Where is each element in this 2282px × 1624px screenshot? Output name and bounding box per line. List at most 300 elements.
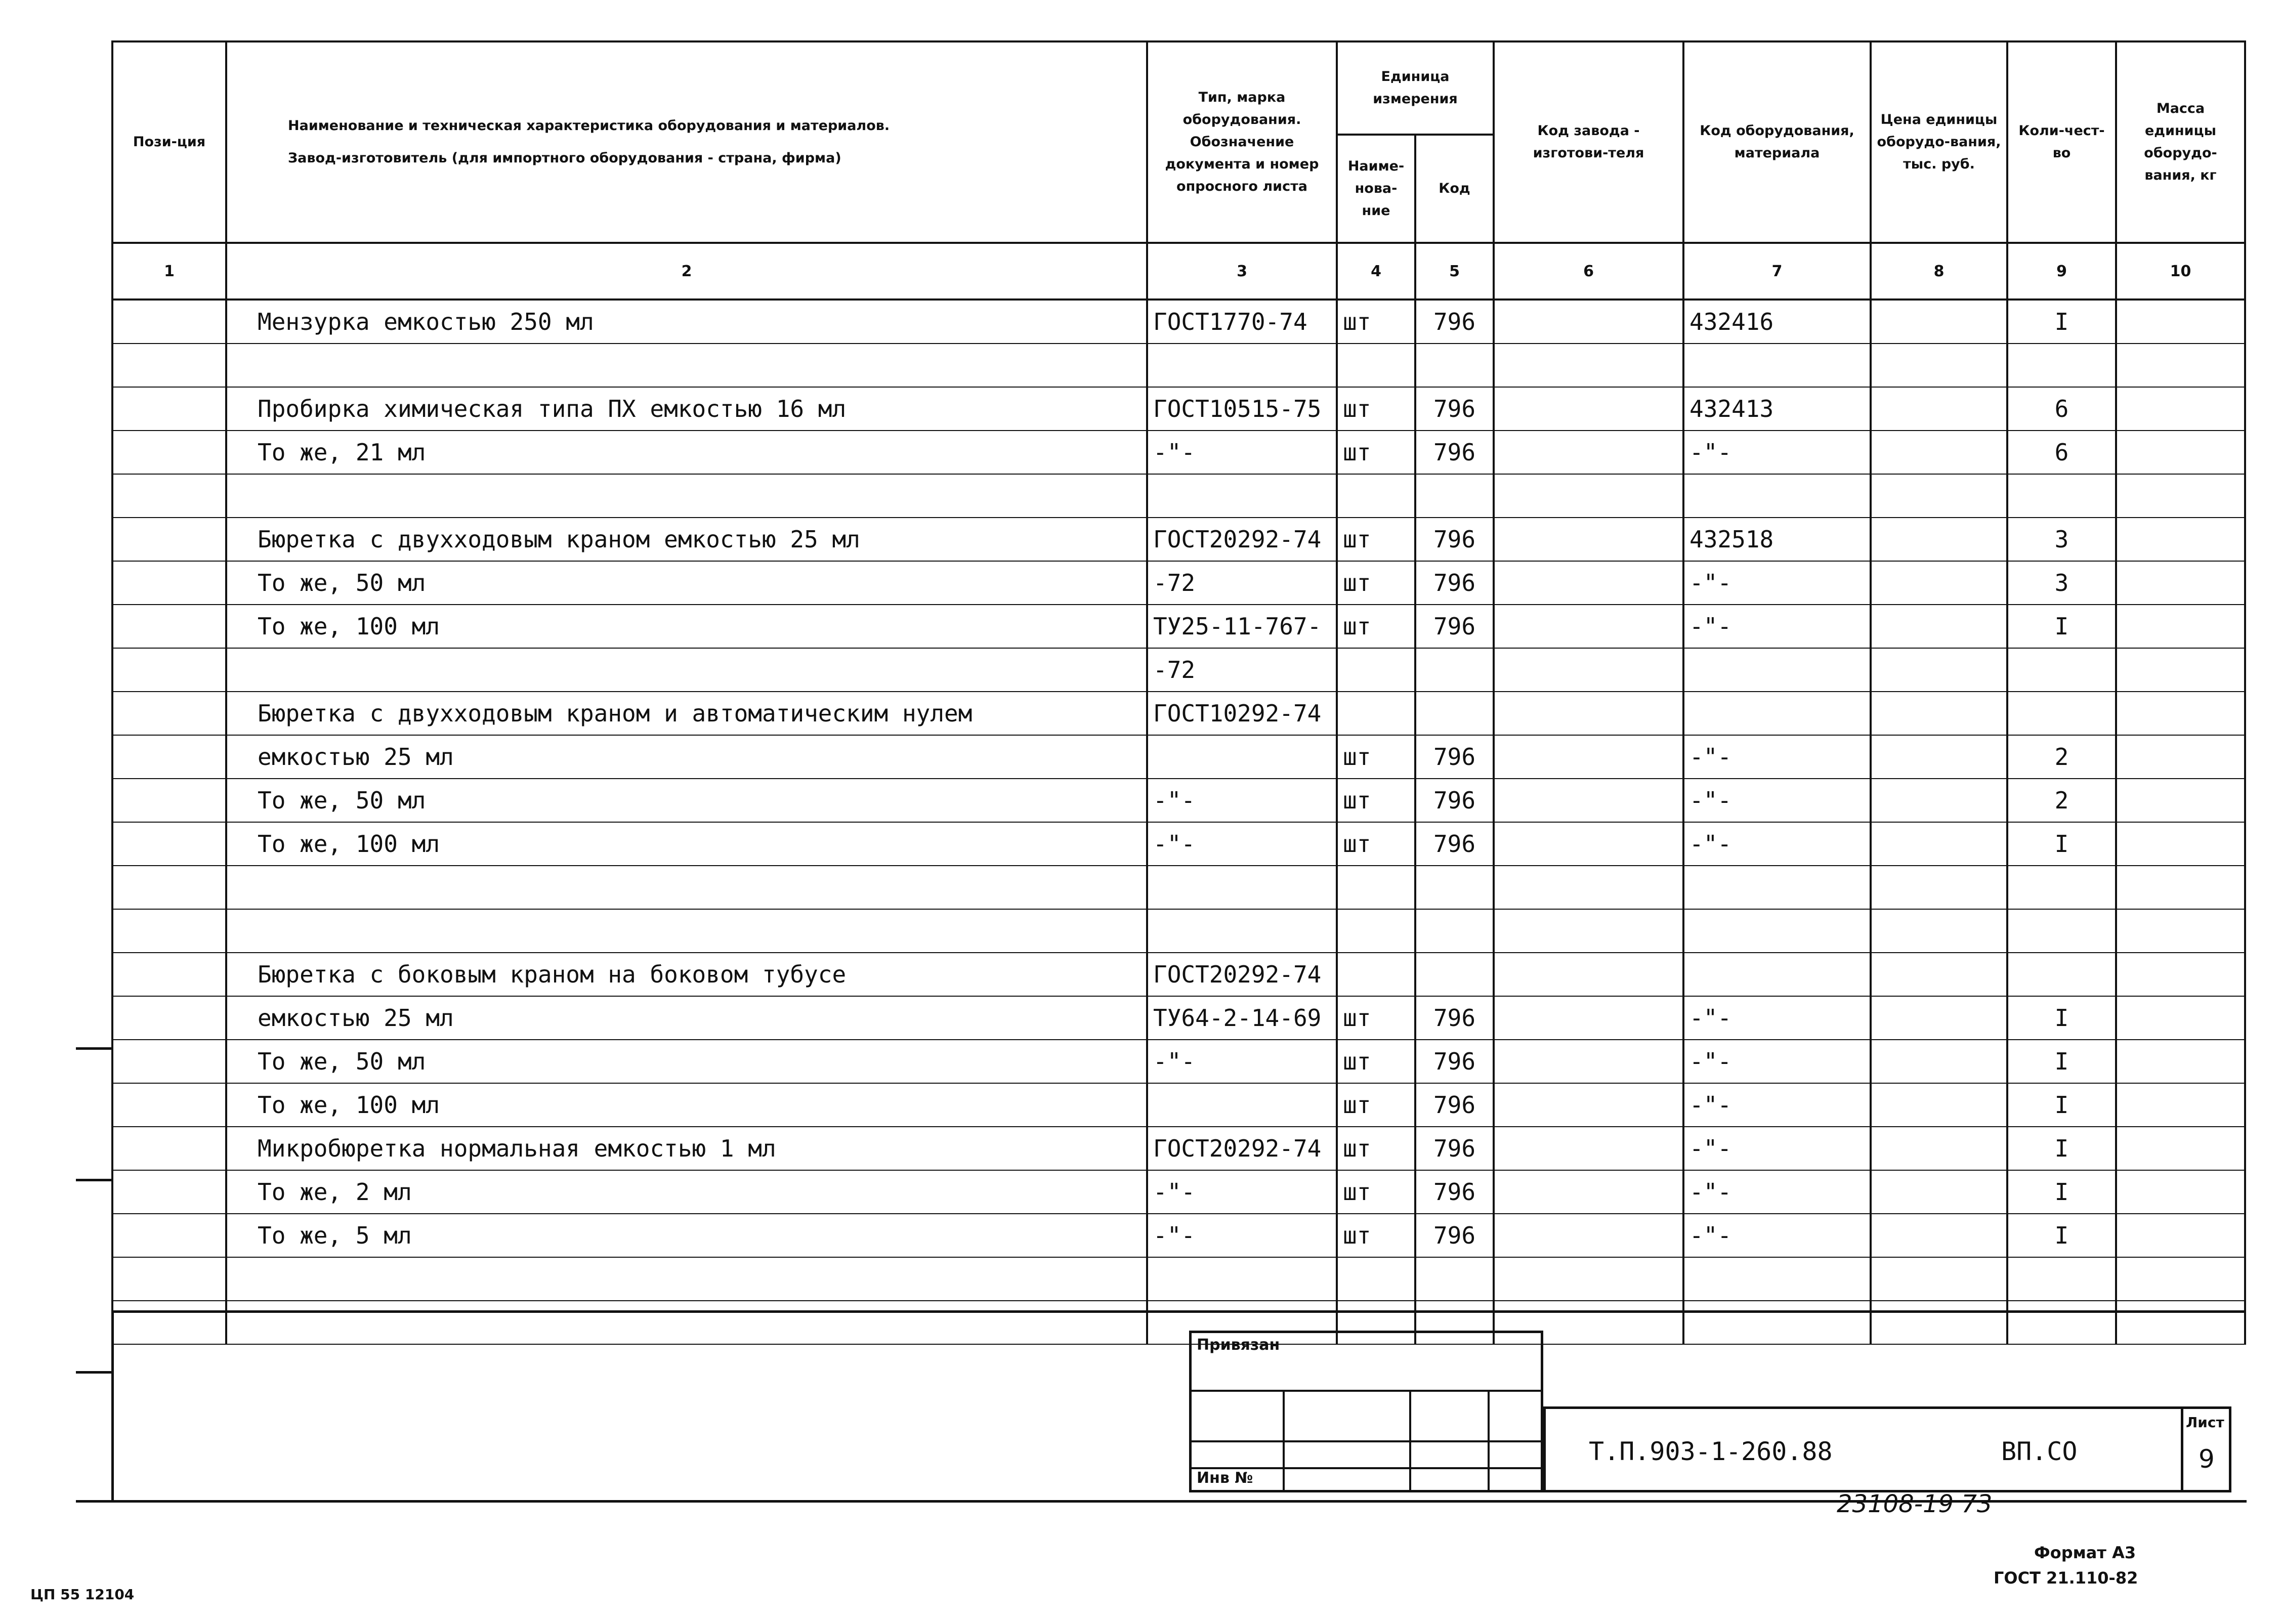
cell-factory-code xyxy=(1494,1083,1683,1127)
cell-quantity xyxy=(2007,953,2116,996)
cell-price xyxy=(1871,692,2007,735)
cell-unit-name xyxy=(1337,1257,1415,1301)
table-row xyxy=(112,344,2245,387)
stamp-title: Привязан xyxy=(1197,1336,1280,1354)
header-unit-group: Единица измерения xyxy=(1337,41,1494,135)
cell-quantity: 2 xyxy=(2007,735,2116,779)
cell-mass xyxy=(2116,518,2245,561)
cell-position xyxy=(112,344,226,387)
table-row xyxy=(112,1257,2245,1301)
cell-material-code xyxy=(1683,866,1871,909)
cell-price xyxy=(1871,996,2007,1040)
cell-unit-name: шт xyxy=(1337,996,1415,1040)
cell-document: ТУ25-11-767- xyxy=(1147,605,1337,648)
cell-position xyxy=(112,474,226,518)
cell-mass xyxy=(2116,648,2245,692)
column-number: 10 xyxy=(2116,243,2245,300)
document-code: Т.П.903-1-260.88 xyxy=(1589,1437,1833,1466)
cell-price xyxy=(1871,1040,2007,1083)
cell-name: То же, 100 мл xyxy=(226,822,1147,866)
cell-unit-name: шт xyxy=(1337,1040,1415,1083)
cell-mass xyxy=(2116,1127,2245,1170)
cell-unit-code: 796 xyxy=(1415,779,1494,822)
cell-unit-code xyxy=(1415,648,1494,692)
cell-name: Микробюретка нормальная емкостью 1 мл xyxy=(226,1127,1147,1170)
cell-position xyxy=(112,387,226,431)
header-mass: Масса единицы оборудо-вания, кг xyxy=(2116,41,2245,243)
cell-name: То же, 2 мл xyxy=(226,1170,1147,1214)
cell-unit-name: шт xyxy=(1337,1127,1415,1170)
table-row xyxy=(112,1127,2245,1170)
cell-unit-name: шт xyxy=(1337,1083,1415,1127)
cell-material-code xyxy=(1683,953,1871,996)
cell-price xyxy=(1871,474,2007,518)
cell-mass xyxy=(2116,866,2245,909)
sheet-number: 9 xyxy=(2199,1444,2215,1474)
table-row xyxy=(112,431,2245,474)
cell-mass xyxy=(2116,822,2245,866)
cell-factory-code xyxy=(1494,735,1683,779)
registration-number: 23108-19 73 xyxy=(1837,1490,1993,1518)
document-suffix: ВП.СО xyxy=(2001,1437,2078,1466)
cell-mass xyxy=(2116,1257,2245,1301)
cell-mass xyxy=(2116,300,2245,344)
cell-factory-code xyxy=(1494,474,1683,518)
cell-factory-code xyxy=(1494,866,1683,909)
table-row xyxy=(112,300,2245,344)
cell-unit-name xyxy=(1337,344,1415,387)
cell-name: То же, 5 мл xyxy=(226,1214,1147,1257)
cell-name: Бюретка с двухходовым краном и автоматическим нулем xyxy=(226,692,1147,735)
cell-price xyxy=(1871,561,2007,605)
cell-name: То же, 100 мл xyxy=(226,605,1147,648)
cell-position xyxy=(112,1127,226,1170)
cell-factory-code xyxy=(1494,692,1683,735)
cell-price xyxy=(1871,866,2007,909)
cell-unit-code: 796 xyxy=(1415,996,1494,1040)
header-quantity: Коли-чест-во xyxy=(2007,41,2116,243)
cell-position xyxy=(112,692,226,735)
cell-material-code: -"- xyxy=(1683,735,1871,779)
cell-unit-code: 796 xyxy=(1415,518,1494,561)
cell-position xyxy=(112,431,226,474)
cell-position xyxy=(112,735,226,779)
cell-price xyxy=(1871,387,2007,431)
cell-name: Мензурка емкостью 250 мл xyxy=(226,300,1147,344)
cell-price xyxy=(1871,300,2007,344)
table-row xyxy=(112,605,2245,648)
cell-material-code: -"- xyxy=(1683,431,1871,474)
cell-position xyxy=(112,866,226,909)
cell-unit-code: 796 xyxy=(1415,735,1494,779)
cell-position xyxy=(112,1083,226,1127)
cell-document: ГОСТ20292-74 xyxy=(1147,1127,1337,1170)
cell-factory-code xyxy=(1494,909,1683,953)
column-number: 4 xyxy=(1337,243,1415,300)
table-row xyxy=(112,692,2245,735)
cell-name: емкостью 25 мл xyxy=(226,996,1147,1040)
cell-mass xyxy=(2116,692,2245,735)
table-row xyxy=(112,1214,2245,1257)
cell-mass xyxy=(2116,1083,2245,1127)
cell-price xyxy=(1871,605,2007,648)
cell-document xyxy=(1147,735,1337,779)
frame-line xyxy=(111,1310,114,1503)
header-material-code: Код оборудования, материала xyxy=(1683,41,1871,243)
cell-unit-name: шт xyxy=(1337,431,1415,474)
margin-tick xyxy=(76,1371,111,1374)
cell-quantity: I xyxy=(2007,1214,2116,1257)
cell-unit-name: шт xyxy=(1337,779,1415,822)
column-number: 2 xyxy=(226,243,1147,300)
header-price: Цена единицы оборудо-вания, тыс. руб. xyxy=(1871,41,2007,243)
cell-factory-code xyxy=(1494,605,1683,648)
cell-quantity: 3 xyxy=(2007,561,2116,605)
cell-price xyxy=(1871,779,2007,822)
cell-quantity: I xyxy=(2007,300,2116,344)
cell-quantity xyxy=(2007,1257,2116,1301)
table-row xyxy=(112,1301,2245,1344)
cell-quantity: 6 xyxy=(2007,431,2116,474)
corner-code: ЦП 55 12104 xyxy=(30,1586,135,1603)
cell-unit-code xyxy=(1415,344,1494,387)
format-label: Формат А3 xyxy=(2034,1543,2136,1562)
cell-document: ГОСТ20292-74 xyxy=(1147,953,1337,996)
cell-factory-code xyxy=(1494,1214,1683,1257)
cell-unit-code: 796 xyxy=(1415,387,1494,431)
cell-material-code: -"- xyxy=(1683,1214,1871,1257)
cell-quantity: I xyxy=(2007,1127,2116,1170)
cell-document: -"- xyxy=(1147,1040,1337,1083)
margin-tick xyxy=(76,1179,111,1181)
header-position: Пози-ция xyxy=(112,41,226,243)
cell-quantity: I xyxy=(2007,1040,2116,1083)
cell-price xyxy=(1871,431,2007,474)
cell-mass xyxy=(2116,996,2245,1040)
cell-name xyxy=(226,648,1147,692)
cell-name: Бюретка с двухходовым краном емкостью 25 мл xyxy=(226,518,1147,561)
cell-material-code xyxy=(1683,692,1871,735)
cell-price xyxy=(1871,953,2007,996)
sheet-label: Лист xyxy=(2186,1414,2224,1431)
column-number: 9 xyxy=(2007,243,2116,300)
table-row xyxy=(112,779,2245,822)
header-name-line2: Завод-изготовитель (для импортного оборудования - страна, фирма) xyxy=(288,150,841,166)
column-number: 6 xyxy=(1494,243,1683,300)
cell-unit-name xyxy=(1337,692,1415,735)
cell-unit-code: 796 xyxy=(1415,561,1494,605)
cell-factory-code xyxy=(1494,387,1683,431)
cell-name xyxy=(226,474,1147,518)
cell-document xyxy=(1147,909,1337,953)
cell-unit-code xyxy=(1415,866,1494,909)
cell-unit-name xyxy=(1337,474,1415,518)
cell-material-code xyxy=(1683,909,1871,953)
cell-factory-code xyxy=(1494,518,1683,561)
cell-unit-name: шт xyxy=(1337,1170,1415,1214)
cell-unit-name: шт xyxy=(1337,387,1415,431)
cell-name: То же, 50 мл xyxy=(226,1040,1147,1083)
cell-name xyxy=(226,344,1147,387)
cell-document: -72 xyxy=(1147,561,1337,605)
table-row xyxy=(112,518,2245,561)
table-row xyxy=(112,474,2245,518)
stamp-line xyxy=(1488,1390,1490,1490)
cell-quantity xyxy=(2007,692,2116,735)
cell-mass xyxy=(2116,953,2245,996)
cell-mass xyxy=(2116,779,2245,822)
cell-position xyxy=(112,648,226,692)
cell-factory-code xyxy=(1494,344,1683,387)
cell-mass xyxy=(2116,1170,2245,1214)
cell-name: Пробирка химическая типа ПХ емкостью 16 мл xyxy=(226,387,1147,431)
frame-line xyxy=(111,1310,2244,1313)
cell-quantity: 3 xyxy=(2007,518,2116,561)
cell-document: -"- xyxy=(1147,779,1337,822)
column-number-row xyxy=(112,243,2245,300)
cell-factory-code xyxy=(1494,1040,1683,1083)
header-unit-name: Наиме-нова-ние xyxy=(1337,135,1415,243)
table-row xyxy=(112,387,2245,431)
cell-document xyxy=(1147,1083,1337,1127)
cell-price xyxy=(1871,648,2007,692)
cell-unit-name: шт xyxy=(1337,561,1415,605)
cell-material-code: -"- xyxy=(1683,779,1871,822)
cell-material-code: -"- xyxy=(1683,996,1871,1040)
cell-quantity: I xyxy=(2007,996,2116,1040)
column-number: 8 xyxy=(1871,243,2007,300)
equipment-spec-table xyxy=(111,40,2246,1345)
cell-factory-code xyxy=(1494,779,1683,822)
cell-document: ГОСТ1770-74 xyxy=(1147,300,1337,344)
cell-name: емкостью 25 мл xyxy=(226,735,1147,779)
cell-material-code xyxy=(1683,1301,1871,1344)
margin-tick xyxy=(76,1047,111,1050)
cell-quantity: I xyxy=(2007,1083,2116,1127)
cell-factory-code xyxy=(1494,648,1683,692)
cell-quantity: I xyxy=(2007,822,2116,866)
cell-mass xyxy=(2116,909,2245,953)
cell-quantity xyxy=(2007,909,2116,953)
cell-document xyxy=(1147,344,1337,387)
cell-document: ТУ64-2-14-69 xyxy=(1147,996,1337,1040)
cell-quantity: 6 xyxy=(2007,387,2116,431)
cell-material-code: -"- xyxy=(1683,1170,1871,1214)
cell-mass xyxy=(2116,1301,2245,1344)
cell-document xyxy=(1147,1257,1337,1301)
cell-material-code: 432413 xyxy=(1683,387,1871,431)
table-row xyxy=(112,1083,2245,1127)
cell-unit-name xyxy=(1337,909,1415,953)
cell-unit-code: 796 xyxy=(1415,431,1494,474)
header-name-line1: Наименование и техническая характеристика оборудования и материалов. xyxy=(288,118,890,134)
cell-position xyxy=(112,996,226,1040)
header-name xyxy=(226,41,1147,243)
cell-mass xyxy=(2116,605,2245,648)
cell-factory-code xyxy=(1494,822,1683,866)
cell-price xyxy=(1871,909,2007,953)
cell-name: То же, 21 мл xyxy=(226,431,1147,474)
cell-factory-code xyxy=(1494,1127,1683,1170)
cell-document xyxy=(1147,866,1337,909)
cell-position xyxy=(112,822,226,866)
cell-price xyxy=(1871,344,2007,387)
stamp-line xyxy=(1283,1390,1285,1490)
column-number: 7 xyxy=(1683,243,1871,300)
cell-mass xyxy=(2116,474,2245,518)
column-number: 5 xyxy=(1415,243,1494,300)
cell-factory-code xyxy=(1494,431,1683,474)
cell-mass xyxy=(2116,1040,2245,1083)
cell-unit-name: шт xyxy=(1337,605,1415,648)
cell-position xyxy=(112,605,226,648)
cell-quantity xyxy=(2007,344,2116,387)
cell-quantity xyxy=(2007,1301,2116,1344)
cell-name xyxy=(226,1301,1147,1344)
cell-position xyxy=(112,1040,226,1083)
table-row xyxy=(112,735,2245,779)
cell-unit-code: 796 xyxy=(1415,300,1494,344)
cell-name: То же, 100 мл xyxy=(226,1083,1147,1127)
cell-material-code xyxy=(1683,344,1871,387)
cell-unit-name xyxy=(1337,953,1415,996)
cell-quantity xyxy=(2007,648,2116,692)
table-row xyxy=(112,1170,2245,1214)
cell-price xyxy=(1871,1127,2007,1170)
cell-document: -72 xyxy=(1147,648,1337,692)
cell-factory-code xyxy=(1494,561,1683,605)
column-number: 1 xyxy=(112,243,226,300)
cell-position xyxy=(112,300,226,344)
header-factory-code: Код завода - изготови-теля xyxy=(1494,41,1683,243)
table-row xyxy=(112,996,2245,1040)
cell-material-code: -"- xyxy=(1683,561,1871,605)
table-row xyxy=(112,909,2245,953)
cell-name xyxy=(226,909,1147,953)
cell-document: ГОСТ10515-75 xyxy=(1147,387,1337,431)
cell-factory-code xyxy=(1494,1257,1683,1301)
cell-unit-code: 796 xyxy=(1415,1214,1494,1257)
cell-unit-code: 796 xyxy=(1415,1127,1494,1170)
stamp-line xyxy=(1409,1390,1411,1490)
cell-unit-name: шт xyxy=(1337,518,1415,561)
cell-position xyxy=(112,1170,226,1214)
table-row xyxy=(112,822,2245,866)
cell-quantity xyxy=(2007,474,2116,518)
cell-price xyxy=(1871,735,2007,779)
cell-mass xyxy=(2116,387,2245,431)
cell-mass xyxy=(2116,344,2245,387)
cell-unit-code: 796 xyxy=(1415,605,1494,648)
cell-unit-code: 796 xyxy=(1415,1083,1494,1127)
cell-factory-code xyxy=(1494,996,1683,1040)
cell-price xyxy=(1871,518,2007,561)
cell-position xyxy=(112,1214,226,1257)
cell-document: -"- xyxy=(1147,431,1337,474)
cell-document: ГОСТ20292-74 xyxy=(1147,518,1337,561)
cell-name: Бюретка с боковым краном на боковом тубусе xyxy=(226,953,1147,996)
cell-price xyxy=(1871,1214,2007,1257)
cell-material-code: -"- xyxy=(1683,1083,1871,1127)
cell-unit-name xyxy=(1337,648,1415,692)
cell-mass xyxy=(2116,561,2245,605)
cell-material-code: 432518 xyxy=(1683,518,1871,561)
cell-price xyxy=(1871,1257,2007,1301)
cell-unit-name xyxy=(1337,866,1415,909)
cell-quantity: 2 xyxy=(2007,779,2116,822)
table-row xyxy=(112,866,2245,909)
cell-unit-code xyxy=(1415,692,1494,735)
column-number: 3 xyxy=(1147,243,1337,300)
cell-mass xyxy=(2116,735,2245,779)
cell-name: То же, 50 мл xyxy=(226,561,1147,605)
cell-price xyxy=(1871,822,2007,866)
cell-price xyxy=(1871,1301,2007,1344)
table-row xyxy=(112,1040,2245,1083)
cell-material-code: -"- xyxy=(1683,1040,1871,1083)
cell-position xyxy=(112,561,226,605)
cell-document: -"- xyxy=(1147,1214,1337,1257)
cell-position xyxy=(112,909,226,953)
cell-unit-code xyxy=(1415,474,1494,518)
cell-unit-name: шт xyxy=(1337,735,1415,779)
cell-material-code: -"- xyxy=(1683,822,1871,866)
cell-quantity: I xyxy=(2007,605,2116,648)
cell-price xyxy=(1871,1170,2007,1214)
cell-document: -"- xyxy=(1147,822,1337,866)
binding-stamp xyxy=(1189,1331,1543,1492)
cell-position xyxy=(112,1257,226,1301)
cell-material-code xyxy=(1683,1257,1871,1301)
cell-name xyxy=(226,1257,1147,1301)
gost-label: ГОСТ 21.110-82 xyxy=(1994,1568,2138,1588)
cell-material-code xyxy=(1683,648,1871,692)
cell-unit-code: 796 xyxy=(1415,822,1494,866)
cell-unit-code xyxy=(1415,1257,1494,1301)
cell-mass xyxy=(2116,1214,2245,1257)
stamp-inventory: Инв № xyxy=(1197,1469,1253,1487)
header-unit-code: Код xyxy=(1415,135,1494,243)
table-row xyxy=(112,561,2245,605)
cell-document: -"- xyxy=(1147,1170,1337,1214)
cell-mass xyxy=(2116,431,2245,474)
cell-unit-code xyxy=(1415,909,1494,953)
cell-price xyxy=(1871,1083,2007,1127)
cell-position xyxy=(112,953,226,996)
cell-name xyxy=(226,866,1147,909)
cell-document xyxy=(1147,474,1337,518)
cell-unit-code: 796 xyxy=(1415,1170,1494,1214)
cell-factory-code xyxy=(1494,1170,1683,1214)
header-type: Тип, марка оборудования. Обозначение документа и номер опросного листа xyxy=(1147,41,1337,243)
cell-material-code: -"- xyxy=(1683,605,1871,648)
cell-document: ГОСТ10292-74 xyxy=(1147,692,1337,735)
cell-material-code xyxy=(1683,474,1871,518)
cell-material-code: -"- xyxy=(1683,1127,1871,1170)
cell-position xyxy=(112,779,226,822)
cell-unit-name: шт xyxy=(1337,300,1415,344)
table-row xyxy=(112,953,2245,996)
cell-unit-name: шт xyxy=(1337,1214,1415,1257)
cell-unit-name: шт xyxy=(1337,822,1415,866)
cell-factory-code xyxy=(1494,300,1683,344)
table-row xyxy=(112,648,2245,692)
cell-quantity xyxy=(2007,866,2116,909)
cell-position xyxy=(112,518,226,561)
cell-position xyxy=(112,1301,226,1344)
cell-factory-code xyxy=(1494,953,1683,996)
cell-name: То же, 50 мл xyxy=(226,779,1147,822)
